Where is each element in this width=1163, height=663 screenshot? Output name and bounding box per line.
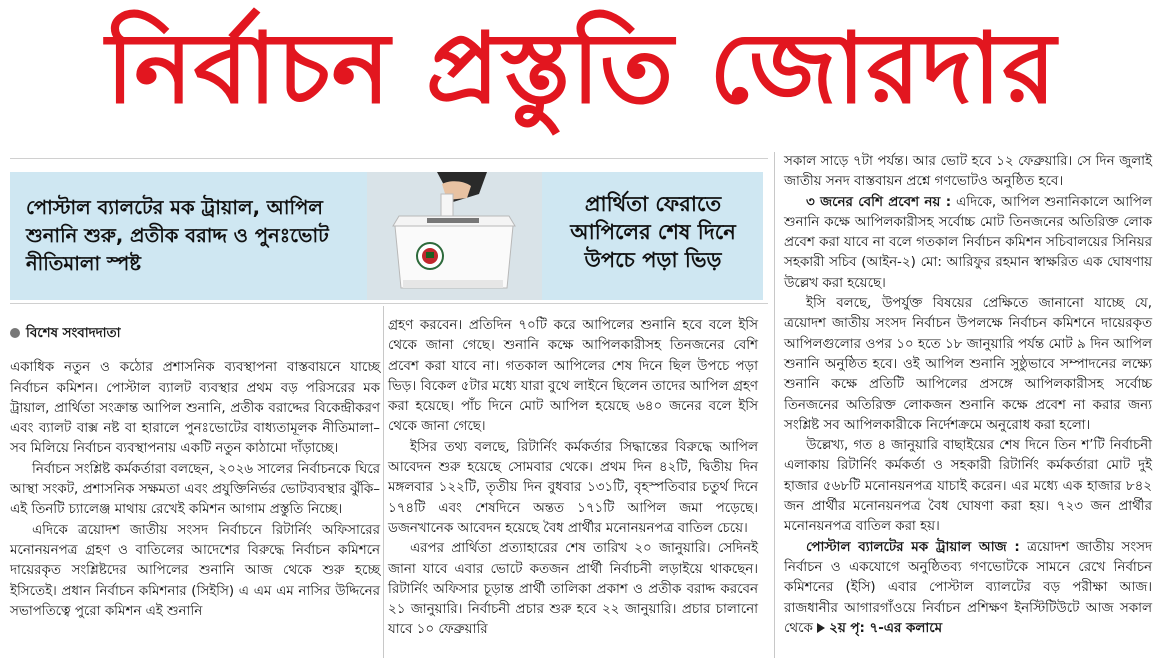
paragraph: ইসির তথ্য বলছে, রিটার্নিং কর্মকর্তার সিদ্ধান্তের বিরুদ্ধে আপিল আবেদন শুরু হয়েছে সোমবার থেকে। প্রথম দিন ৪২টি, দ্বিতীয় দিন মঙ্গলবার ১২২টি, তৃতীয় দিন বুধবার ১৩১টি, বৃহস্পতিবার চতুর্থ দিনে ১৭৪টি এবং শেষদিনে অন্তত ১৭১টি আপিল জমা পড়েছে। ডজনখানেক আবেদন হয়েছে বৈধ প্রার্থীর মনোনয়নপত্র বাতিল চেয়ে। bbox=[388, 439, 758, 536]
paragraph: এরপর প্রার্থিতা প্রত্যাহারের শেষ তারিখ ২০ জানুয়ারি। সেদিনই জানা যাবে এবার ভোটে কতজন প্রার্থী নির্বাচনী লড়াইয়ে থাকছেন। রিটার্নিং অফিসার চূড়ান্ত প্রার্থী তালিকা প্রকাশ ও প্রতীক বরাদ্দ করবেন ২১ জানুয়ারি। নির্বাচনী প্রচার শুরু হবে ২২ জানুয়ারি। প্রচার চালানো যাবে ১০ ফেব্রুয়ারি bbox=[388, 541, 758, 638]
paragraph: গ্রহণ করবেন। প্রতিদিন ৭০টি করে আপিলের শুনানি হবে বলে ইসি থেকে জানা গেছে। শুনানি কক্ষে আপিলকারীসহ তিনজনের বেশি প্রবেশ করা যাবে না। গতকাল আপিলের শেষ দিনে ছিল উপচে পড়া ভিড়। বিকেল ৫টার মধ্যে যারা বুথে লাইনে ছিলেন তাদের আপিল গ্রহণ করা হয়েছে। পাঁচ দিনে মোট আপিল হয়েছে ৬৪০ জনের বলে ইসি থেকে জানা গেছে। bbox=[388, 318, 758, 435]
continuation-text: ২য় পৃ: ৭-এর কলামে bbox=[829, 620, 943, 636]
subheading: পোস্টাল ব্যালটের মক ট্রায়াল আজ : bbox=[806, 539, 1020, 555]
column-rule bbox=[774, 152, 775, 658]
subheading: ৩ জনের বেশি প্রবেশ নয় : bbox=[806, 194, 952, 210]
paragraph-text: এদিকে, আপিল শুনানিকালে আপিল শুনানি কক্ষে আপিলকারীসহ সর্বোচ্চ মোট তিনজনের অতিরিক্ত লোক প্রবেশ করা যাবে না বলে গতকাল নির্বাচন কমিশন সচিবালয়ের সিনিয়র সহকারী সচিব (আইন-২) মো: আরিফুর রহমান স্বাক্ষরিত এক ঘোষণায় উল্লেখ করা হয়েছে। bbox=[784, 194, 1152, 291]
summary-banner bbox=[10, 172, 763, 300]
ballot-box-illustration bbox=[367, 172, 542, 300]
paragraph: একাধিক নতুন ও কঠোর প্রশাসনিক ব্যবস্থাপনা বাস্তবায়নে যাচ্ছে নির্বাচন কমিশন। পোস্টাল ব্যালট ব্যবস্থার প্রথম বড় পরিসরের মক ট্রায়াল, প্রার্থিতা সংক্রান্ত আপিল শুনানি, প্রতীক বরাদ্দের বিকেন্দ্রীকরণ এবং ব্যালট বাক্স নষ্ট বা হারালে পুনঃভোটের বাধ্যতামূলক নীতিমালা– সব মিলিয়ে নির্বাচন ব্যবস্থাপনায় একটি নতুন কাঠামো দাঁড়াচ্ছে। bbox=[10, 360, 380, 457]
article-column-1 bbox=[10, 324, 380, 622]
byline bbox=[10, 324, 380, 344]
banner-left-text: পোস্টাল ব্যালটের মক ট্রায়াল, আপিল শুনানি শুরু, প্রতীক বরাদ্দ ও পুনঃভোট নীতিমালা স্পষ্ট bbox=[26, 196, 329, 275]
paragraph bbox=[784, 538, 1152, 639]
paragraph: এদিকে ত্রয়োদশ জাতীয় সংসদ নির্বাচনে রিটার্নিং অফিসারের মনোনয়নপত্র গ্রহণ ও বাতিলের আদেশের বিরুদ্ধে নির্বাচন কমিশনে দায়েরকৃত সংশ্লিষ্টদের আপিলের শুনানি আজ থেকে শুরু হচ্ছে ইসিতেই। প্রধান নির্বাচন কমিশনার (সিইসি) এ এম এম নাসির উদ্দিনের সভাপতিত্বে পুরো কমিশন এই শুনানি bbox=[10, 522, 380, 619]
paragraph: উল্লেখ্য, গত ৪ জানুয়ারি বাছাইয়ের শেষ দিনে তিন শ’টি নির্বাচনী এলাকায় রিটার্নিং কর্মকর্তা ও সহকারী রিটার্নিং কর্মকর্তারা মোট দুই হাজার ৫৬৮টি মনোনয়নপত্র যাচাই করেন। এর মধ্যে এক হাজার ৮৪২ জন প্রার্থীর মনোনয়নপত্র বৈধ ঘোষণা করা হয়। ৭২৩ জন প্রার্থীর মনোনয়নপত্র বাতিল করা হয়। bbox=[784, 438, 1152, 535]
paragraph: সকাল সাড়ে ৭টা পর্যন্ত। আর ভোট হবে ১২ ফেব্রুয়ারি। সে দিন জুলাই জাতীয় সনদ বাস্তবায়ন প্রশ্নে গণভোটও অনুষ্ঠিত হবে। bbox=[784, 154, 1152, 190]
article-column-2 bbox=[388, 316, 758, 641]
bullet-icon bbox=[10, 328, 20, 338]
paragraph: নির্বাচন সংশ্লিষ্ট কর্মকর্তারা বলছেন, ২০২৬ সালের নির্বাচনকে ঘিরে আস্থা সংকট, প্রশাসনিক সক্ষমতা এবং প্রযুক্তিনির্ভর ভোটব্যবস্থার ঝুঁকি– এই তিনটি চ্যালেঞ্জ মাথায় রেখেই কমিশন আগাম প্রস্তুতি নিচ্ছে। bbox=[10, 461, 380, 518]
article-column-3 bbox=[784, 152, 1152, 639]
ballot-box-photo bbox=[367, 172, 542, 300]
headline: নির্বাচন প্রস্তুতি জোরদার bbox=[106, 11, 1057, 126]
arrow-icon bbox=[817, 623, 825, 633]
paragraph-text: ত্রয়োদশ জাতীয় সংসদ নির্বাচন ও একযোগে অনুষ্ঠিতব্য গণভোটকে সামনে রেখে নির্বাচন কমিশনের (ইসি) এবার পোস্টাল ব্যালটের বড় পরীক্ষা আজ। রাজধানীর আগারগাঁওয়ে নির্বাচন প্রশিক্ষণ ইনস্টিটিউটে আজ সকাল থেকে bbox=[784, 539, 1152, 636]
paragraph: ইসি বলছে, উপর্যুক্ত বিষয়ের প্রেক্ষিতে জানানো যাচ্ছে যে, ত্রয়োদশ জাতীয় সংসদ নির্বাচন উপলক্ষে নির্বাচন কমিশনে দায়েরকৃত আপিলগুলোর ওপর ১০ হতে ১৮ জানুয়ারি পর্যন্ত মোট ৯ দিন আপিল শুনানি অনুষ্ঠিত হবে। ওই আপিল শুনানি সুষ্ঠুভাবে সম্পাদনের লক্ষ্যে শুনানি কক্ষে প্রতিটি আপিলের প্রসঙ্গে আপিলকারীসহ সর্বোচ্চ তিনজনের অতিরিক্ত লোকজন শুনানি কক্ষে প্রবেশ না করার জন্য সংশ্লিষ্ট সব আপিলকারীকে নির্দেশক্রমে অনুরোধ করা হলো। bbox=[784, 296, 1152, 433]
divider bbox=[10, 158, 768, 159]
column-rule bbox=[383, 306, 384, 658]
paragraph bbox=[784, 193, 1152, 294]
byline-text: বিশেষ সংবাদদাতা bbox=[26, 326, 121, 341]
continuation-note bbox=[817, 621, 942, 636]
divider bbox=[10, 303, 768, 304]
banner-right-text: প্রার্থিতা ফেরাতে আপিলের শেষ দিনে উপচে পড়া ভিড় bbox=[570, 192, 736, 272]
